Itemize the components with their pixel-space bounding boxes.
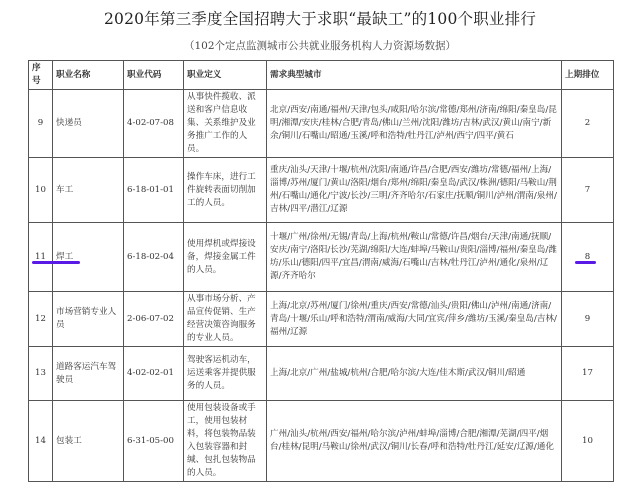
row-definition: 操作车床，进行工件旋转表面切削加工的人员。	[184, 158, 267, 223]
table-row	[29, 401, 614, 482]
row-code: 6-18-01-01	[124, 158, 184, 223]
header-prev-rank: 上期排位	[562, 61, 614, 90]
row-name: 快递员	[53, 90, 124, 158]
row-prev-rank: 9	[562, 292, 614, 347]
header-code: 职业代码	[124, 61, 184, 90]
row-definition: 驾驶客运机动车，运送乘客并提供服务的人员。	[184, 347, 267, 401]
table-header-row	[29, 61, 614, 90]
row-index: 9	[29, 90, 53, 158]
row-cities: 上海/北京/广州/盐城/杭州/合肥/哈尔滨/大连/佳木斯/武汉/铜川/昭通	[267, 347, 562, 401]
row-index: 11	[29, 223, 53, 292]
row-name: 包装工	[53, 401, 124, 482]
highlight-underline-rank	[575, 261, 596, 264]
row-code: 6-18-02-04	[124, 223, 184, 292]
row-definition: 使用包装设备或手工，使用包装材料，将包装物品装入包装容器和封缄、包扎包装物品的人员。	[184, 401, 267, 482]
document-title: 2020年第三季度全国招聘大于求职“最缺工”的100个职业排行	[103, 10, 537, 28]
header-name: 职业名称	[53, 61, 124, 90]
row-prev-rank: 2	[562, 90, 614, 158]
header-cities: 需求典型城市	[267, 61, 562, 90]
row-prev-rank: 17	[562, 347, 614, 401]
row-index: 14	[29, 401, 53, 482]
table-row	[29, 90, 614, 158]
row-name: 车工	[53, 158, 124, 223]
row-definition: 使用焊机或焊接设备，焊接金属工件的人员。	[184, 223, 267, 292]
header-index: 序号	[29, 61, 53, 90]
document-subtitle: （102个定点监测城市公共就业服务机构人力资源场数据）	[183, 40, 457, 52]
row-prev-rank: 8	[562, 223, 614, 292]
occupation-ranking-table	[28, 60, 614, 482]
row-index: 12	[29, 292, 53, 347]
row-code: 4-02-02-01	[124, 347, 184, 401]
row-name: 市场营销专业人员	[53, 292, 124, 347]
row-code: 4-02-07-08	[124, 90, 184, 158]
row-cities: 广州/汕头/杭州/西安/福州/哈尔滨/泸州/蚌埠/淄博/合肥/湘潭/芜湖/四平/烟台/桂林/昆明/马鞍山/徐州/武汉/铜川/长春/呼和浩特/牡丹江/延安/辽源/通化	[267, 401, 562, 482]
table-row	[29, 158, 614, 223]
highlight-underline-name	[32, 261, 80, 264]
row-code: 6-31-05-00	[124, 401, 184, 482]
row-prev-rank: 7	[562, 158, 614, 223]
row-cities: 重庆/汕头/天津/十堰/杭州/沈阳/南通/许昌/合肥/西安/潍坊/常德/福州/上海/淄博/苏州/厦门/黄山/洛阳/烟台/郑州/绵阳/秦皇岛/武汉/株洲/德阳/马鞍山/荆州/石嘴山/通化/宁波/长沙/三明/齐齐哈尔/石家庄/抚顺/铜川/泸州/渭南/泉州/吉林/四平/潜江/辽源	[267, 158, 562, 223]
row-index: 13	[29, 347, 53, 401]
row-cities: 北京/西安/南通/福州/天津/包头/咸阳/哈尔滨/常德/郑州/济南/绵阳/秦皇岛/昆明/湘潭/安庆/桂林/合肥/青岛/佛山/兰州/沈阳/潍坊/吉林/武汉/黄山/南宁/新余/铜川/石嘴山/昭通/玉溪/呼和浩特/牡丹江/泸州/西宁/四平/黄石	[267, 90, 562, 158]
header-definition: 职业定义	[184, 61, 267, 90]
row-cities: 十堰/广州/徐州/无锡/青岛/上海/杭州/鞍山/常德/许昌/烟台/天津/南通/抚顺/安庆/南宁/洛阳/长沙/芜湖/绵阳/大连/蚌埠/马鞍山/贵阳/淄博/福州/秦皇岛/潍坊/乐山/德阳/四平/宜昌/渭南/威海/石嘴山/吉林/牡丹江/泸州/通化/泉州/辽源/齐齐哈尔	[267, 223, 562, 292]
row-code: 2-06-07-02	[124, 292, 184, 347]
table-row-highlighted	[29, 223, 614, 292]
row-name: 道路客运汽车驾驶员	[53, 347, 124, 401]
table-row	[29, 347, 614, 401]
row-name: 焊工	[53, 223, 124, 292]
table-row	[29, 292, 614, 347]
row-definition: 从事快件揽收、派送和客户信息收集、关系维护及业务推广工作的人员。	[184, 90, 267, 158]
row-index: 10	[29, 158, 53, 223]
row-prev-rank: 10	[562, 401, 614, 482]
row-definition: 从事市场分析、产品宣传促销、生产经营决策咨询服务的专业人员。	[184, 292, 267, 347]
row-cities: 上海/北京/苏州/厦门/徐州/重庆/西安/常德/汕头/贵阳/佛山/泸州/南通/济南/青岛/十堰/乐山/呼和浩特/渭南/威海/大同/宜宾/萍乡/潍坊/玉溪/秦皇岛/吉林/福州/辽源	[267, 292, 562, 347]
